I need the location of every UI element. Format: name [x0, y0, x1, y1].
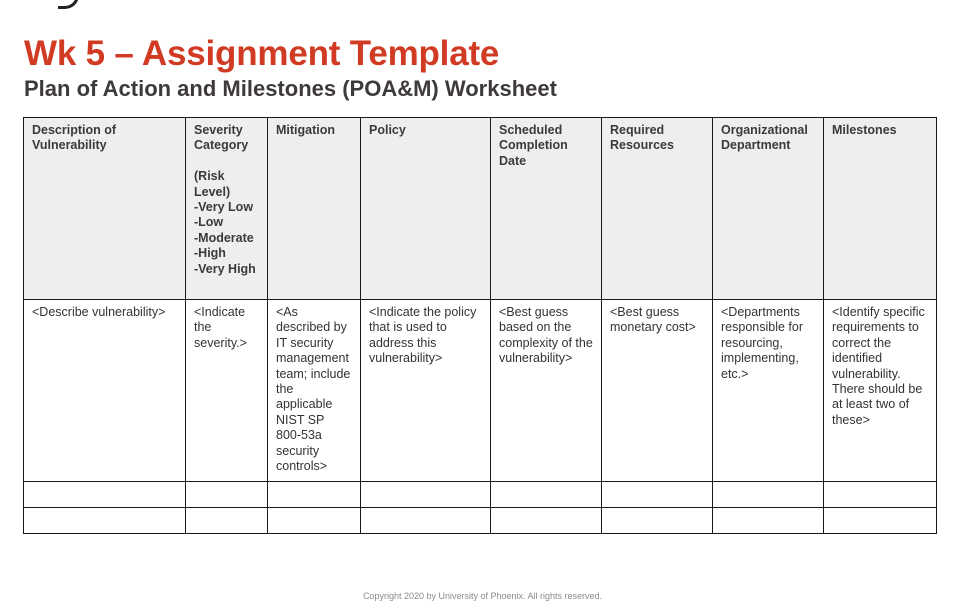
severity-very-low: -Very Low [194, 200, 254, 215]
empty-cell[interactable] [491, 482, 602, 508]
header-scheduled-completion-date [491, 118, 602, 300]
empty-cell[interactable] [361, 508, 491, 534]
page-subtitle: Plan of Action and Milestones (POA&M) Worksheet [24, 76, 557, 101]
cell-describe-vulnerability[interactable]: <Describe vulnerability> [24, 300, 186, 482]
empty-cell[interactable] [824, 482, 937, 508]
severity-low: -Low [194, 215, 224, 230]
severity-high: -High [194, 246, 226, 261]
empty-cell[interactable] [713, 508, 824, 534]
cell-policy-guidance[interactable]: <Indicate the policy that is used to address this vulnerability> [361, 300, 491, 482]
header-mitigation-label: Mitigation [276, 123, 336, 137]
header-organizational-department [713, 118, 824, 300]
empty-cell[interactable] [24, 508, 186, 534]
header-description-label: Description of Vulnerability [32, 123, 117, 153]
cell-completion-date-guidance[interactable]: <Best guess based on the complexity of the vulnerability> [491, 300, 602, 482]
header-policy-label: Policy [369, 123, 406, 137]
cell-department-guidance[interactable]: <Departments responsible for resourcing, implementing, etc.> [713, 300, 824, 482]
empty-cell[interactable] [824, 508, 937, 534]
header-mitigation [268, 118, 361, 300]
empty-cell[interactable] [491, 508, 602, 534]
empty-cell[interactable] [186, 482, 268, 508]
header-scheduled-completion-date-label: Scheduled Completion Date [499, 123, 568, 168]
empty-cell[interactable] [24, 482, 186, 508]
cell-mitigation-guidance[interactable]: <As described by IT security management team; include the applicable NIST SP 800-53a security controls> [268, 300, 361, 482]
header-milestones-label: Milestones [832, 123, 897, 137]
severity-very-high: -Very High [194, 261, 256, 276]
header-milestones [824, 118, 937, 300]
poam-worksheet-table [23, 117, 937, 534]
empty-cell[interactable] [186, 508, 268, 534]
header-required-resources [602, 118, 713, 300]
guidance-row [24, 300, 937, 482]
table-row [24, 482, 937, 508]
empty-cell[interactable] [602, 482, 713, 508]
cell-indicate-severity[interactable]: <Indicate the severity.> [186, 300, 268, 482]
header-description [24, 118, 186, 300]
header-policy [361, 118, 491, 300]
header-severity-spacer [194, 154, 259, 169]
decorative-curve [58, 0, 79, 9]
header-severity [186, 118, 268, 300]
header-required-resources-label: Required Resources [610, 123, 674, 153]
empty-cell[interactable] [713, 482, 824, 508]
header-organizational-department-label: Organizational Department [721, 123, 808, 153]
severity-moderate: -Moderate [194, 230, 254, 245]
empty-cell[interactable] [361, 482, 491, 508]
table-row [24, 508, 937, 534]
cell-milestones-guidance[interactable]: <Identify specific requirements to correct the identified vulnerability. There should be at least two of these> [824, 300, 937, 482]
cell-resources-guidance[interactable]: <Best guess monetary cost> [602, 300, 713, 482]
empty-cell[interactable] [268, 482, 361, 508]
header-severity-label: Severity Category [194, 123, 249, 153]
copyright-footer: Copyright 2020 by University of Phoenix. All rights reserved. [362, 591, 603, 601]
empty-cell[interactable] [268, 508, 361, 534]
severity-risk-level: (Risk Level) [194, 169, 231, 199]
empty-cell[interactable] [602, 508, 713, 534]
header-row [24, 118, 937, 300]
page-title: Wk 5 – Assignment Template [24, 34, 500, 73]
